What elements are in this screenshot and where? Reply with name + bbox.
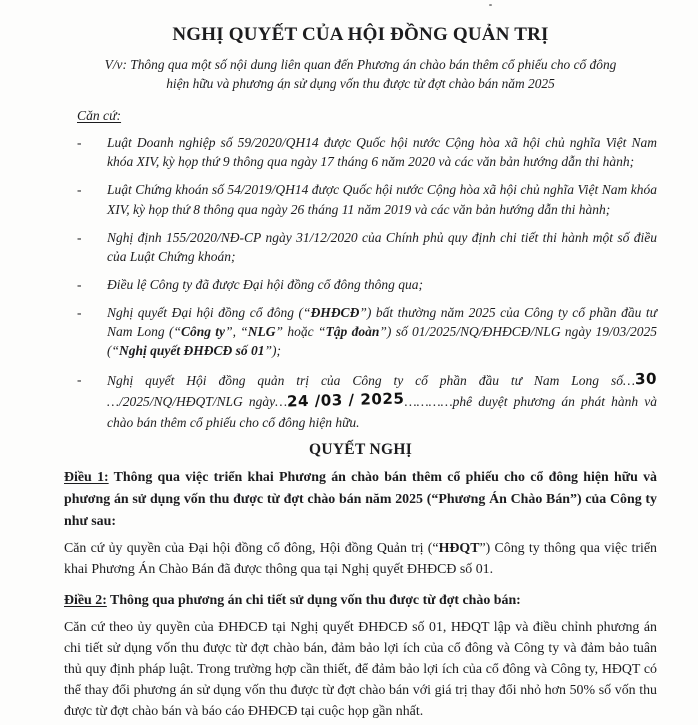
basis-item xyxy=(64,303,657,360)
text-segment: ”) số 01/2025/NQ/ĐHĐCĐ/NLG ngày 19/03/2025 (“ xyxy=(107,324,657,359)
basis-item xyxy=(64,133,657,171)
subject-line-2: hiện hữu và phương án sử dụng vốn thu được từ đợt chào bán năm 2025 xyxy=(166,76,555,92)
resolution-heading: QUYẾT NGHỊ xyxy=(308,440,413,458)
document-subject xyxy=(64,55,657,93)
text-segment: ”) Công ty thông qua việc triển khai Phương Án Chào Bán đã được thông qua tại Nghị quyết ĐHĐCĐ số 01. xyxy=(64,541,657,578)
text-segment: NLG xyxy=(247,324,276,340)
basis-item-text xyxy=(107,133,657,171)
basis-heading xyxy=(64,108,657,124)
bullet-dash: - xyxy=(77,305,82,321)
basis-item-text xyxy=(107,370,657,432)
text-segment: ”) bất thường năm 2025 của Công ty cổ phần đầu tư Nam Long (“ xyxy=(107,305,657,340)
article-1-body xyxy=(64,539,657,581)
text-segment: Nghị quyết Đại hội đồng cổ đông (“ xyxy=(107,305,311,321)
bullet-dash: - xyxy=(77,371,82,387)
basis-item xyxy=(64,180,657,218)
basis-item xyxy=(64,370,657,432)
text-segment: Căn cứ theo ủy quyền của ĐHĐCĐ tại Nghị quyết ĐHĐCĐ số 01, HĐQT lập và điều chỉnh phương án chi tiết sử dụng vốn thu được từ đợt chào bán, đảm bảo lợi ích của cổ đông và Công ty và đảm bảo tuân thủ quy định pháp luật. Trong trường hợp cần thiết, để đảm bảo lợi ích của cổ đông và Công ty, HĐQT có thể thay đổi phương án sử dụng vốn thu được từ đợt chào bán với giá trị thay đổi nhỏ hơn 50% số vốn thu được từ đợt chào bán và báo cáo ĐHĐCĐ tại cuộc họp gần nhất. xyxy=(64,620,657,719)
subject-line-1: V/v: Thông qua một số nội dung liên quan đến Phương án chào bán thêm cổ phiếu cho cổ đông xyxy=(104,57,617,72)
basis-heading-label: Căn cứ: xyxy=(77,108,122,124)
text-segment: ” hoặc “ xyxy=(275,324,326,340)
text-segment: Điều lệ Công ty đã được Đại hội đồng cổ đông thông qua; xyxy=(107,277,424,292)
text-segment: Nghị quyết Hội đồng quản trị của Công ty cổ phần đầu tư Nam Long số… xyxy=(107,372,635,388)
handwritten-text: 24 /03 / 2025 xyxy=(286,389,405,411)
document-title: NGHỊ QUYẾT CỦA HỘI ĐỒNG QUẢN TRỊ xyxy=(172,24,549,45)
basis-item xyxy=(64,228,657,266)
basis-item-text xyxy=(107,228,657,266)
text-segment: ”, “ xyxy=(225,324,248,340)
article-2-title: Thông qua phương án chi tiết sử dụng vốn thu được từ đợt chào bán: xyxy=(106,593,521,609)
text-segment: …………phê duyệt phương án phát hành và chào bán thêm cổ phiếu cho cổ đông hiện hữu. xyxy=(107,394,657,430)
text-segment: Công ty xyxy=(180,324,226,340)
text-segment: Nghị định 155/2020/NĐ-CP ngày 31/12/2020 của Chính phủ quy định chi tiết thi hành một số điều của Luật Chứng khoán; xyxy=(107,229,657,264)
article-2-body xyxy=(64,618,657,722)
article-2-heading xyxy=(64,590,657,612)
text-segment: Căn cứ ủy quyền của Đại hội đồng cổ đông, Hội đồng Quản trị (“ xyxy=(64,541,439,557)
bullet-dash: - xyxy=(77,135,82,151)
text-segment: ĐHĐCĐ xyxy=(310,305,360,321)
handwritten-text: 30 xyxy=(634,369,658,388)
text-segment: Luật Doanh nghiệp số 59/2020/QH14 được Quốc hội nước Cộng hòa xã hội chủ nghĩa Việt Nam khóa XIV, kỳ họp thứ 9 thông qua ngày 17 tháng 6 năm 2020 và các văn bản hướng dẫn thi hành; xyxy=(107,135,657,170)
article-1-label: Điều 1: xyxy=(64,469,109,485)
bullet-dash: - xyxy=(77,277,82,292)
text-segment: ”); xyxy=(264,343,282,359)
article-1-heading xyxy=(64,467,657,534)
article-2-label: Điều 2: xyxy=(64,593,107,609)
text-segment: Tập đoàn xyxy=(325,324,380,340)
bullet-dash: - xyxy=(77,182,82,198)
basis-item-text xyxy=(107,303,657,360)
scan-speck xyxy=(489,4,492,6)
text-segment: …/2025/NQ/HĐQT/NLG ngày… xyxy=(107,394,288,410)
basis-list xyxy=(64,133,657,432)
document-content xyxy=(64,16,657,725)
basis-item-text xyxy=(107,275,657,294)
article-1-title: Thông qua việc triển khai Phương án chào bán thêm cổ phiếu cho cổ đông hiện hữu và phương án sử dụng vốn thu được từ đợt chào bán năm 2025 (“Phương Án Chào Bán”) của Công ty như sau: xyxy=(64,469,657,530)
text-segment: HĐQT xyxy=(438,541,480,557)
basis-item xyxy=(64,275,657,294)
text-segment: Nghị quyết ĐHĐCĐ số 01 xyxy=(119,343,265,359)
basis-item-text xyxy=(107,180,657,218)
bullet-dash: - xyxy=(77,229,82,245)
text-segment: Luật Chứng khoán số 54/2019/QH14 được Quốc hội nước Cộng hòa xã hội chủ nghĩa Việt Nam khóa XIV, kỳ họp thứ 8 thông qua ngày 26 tháng 11 năm 2019 và các văn bản hướng dẫn thi hành; xyxy=(107,182,657,217)
